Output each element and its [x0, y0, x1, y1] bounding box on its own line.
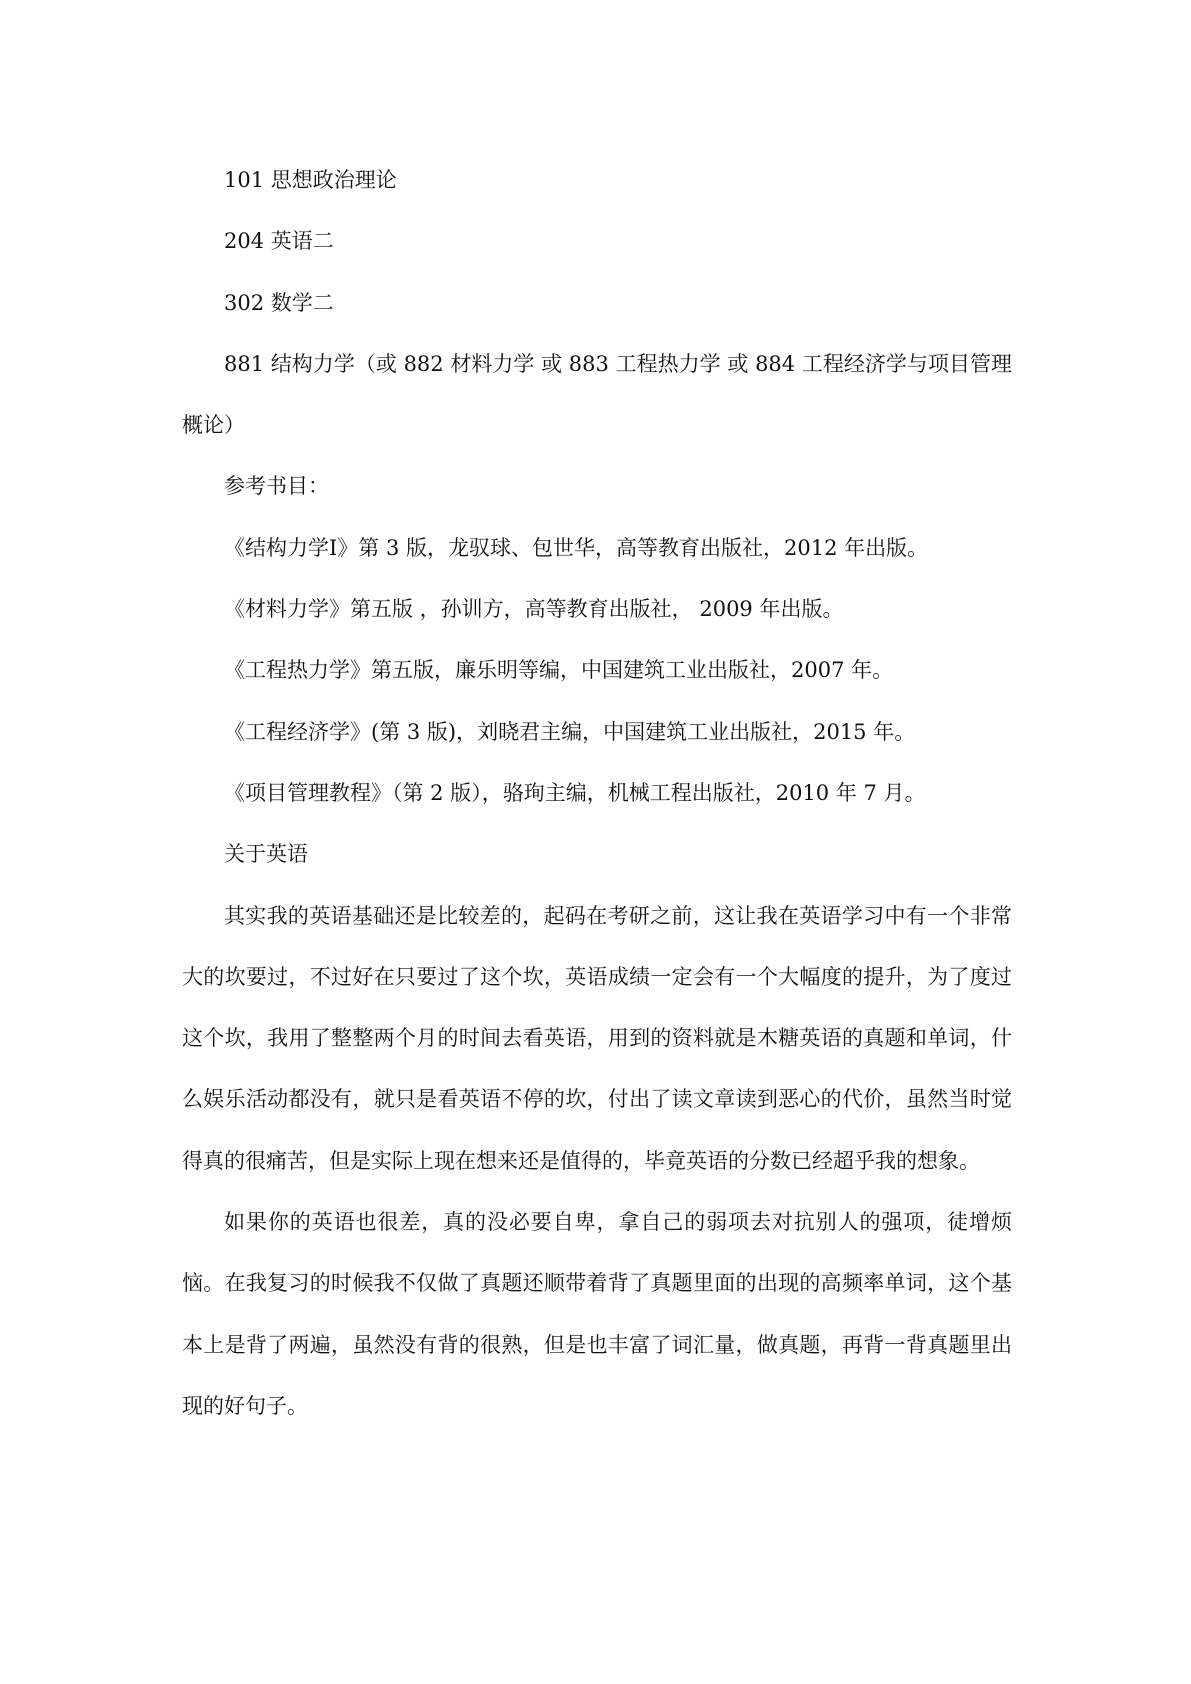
document-body — [182, 150, 1012, 1437]
exam-subject-politics: 101 思想政治理论 — [224, 168, 397, 192]
reference-book-project-management: 《项目管理教程》（第 2 版），骆珣主编，机械工程出版社，2010 年 7 月。 — [224, 780, 926, 805]
body-paragraph: 如果你的英语也很差，真的没必要自卑，拿自己的弱项去对抗别人的强项，徒增烦恼。在我复习的时候我不仅做了真题还顺带着背了真题里面的出现的高频率单词，这个基本上是背了两遍，虽然没有背的很熟，但是也丰富了词汇量，做真题，再背一背真题里出现的好句子。 — [182, 1210, 1012, 1418]
exam-subject-math: 302 数学二 — [224, 290, 334, 315]
section-heading-english: 关于英语 — [224, 842, 308, 867]
reference-book-material-mechanics: 《材料力学》第五版 ，孙训方，高等教育出版社， 2009 年出版。 — [224, 597, 844, 622]
exam-subject-professional: 881 结构力学（或 882 材料力学 或 883 工程热力学 或 884 工程经济学与项目管理概论） — [182, 351, 1012, 438]
exam-subject-english: 204 英语二 — [224, 229, 334, 254]
reference-books-heading: 参考书目： — [224, 474, 329, 499]
reference-book-structural-mechanics: 《结构力学Ⅰ》第 3 版，龙驭球、包世华，高等教育出版社，2012 年出版。 — [224, 535, 929, 560]
body-paragraph: 其实我的英语基础还是比较差的，起码在考研之前，这让我在英语学习中有一个非常大的坎要过，不过好在只要过了这个坎，英语成绩一定会有一个大幅度的提升，为了度过这个坎，我用了整整两个月的时间去看英语，用到的资料就是木糖英语的真题和单词，什么娱乐活动都没有，就只是看英语不停的坎，付出了读文章读到恶心的代价，虽然当时觉得真的很痛苦，但是实际上现在想来还是值得的，毕竟英语的分数已经超乎我的想象。 — [182, 903, 1012, 1173]
reference-book-thermodynamics: 《工程热力学》第五版，廉乐明等编，中国建筑工业出版社，2007 年。 — [224, 658, 894, 683]
reference-book-engineering-economics: 《工程经济学》(第 3 版)，刘晓君主编，中国建筑工业出版社，2015 年。 — [224, 719, 916, 744]
